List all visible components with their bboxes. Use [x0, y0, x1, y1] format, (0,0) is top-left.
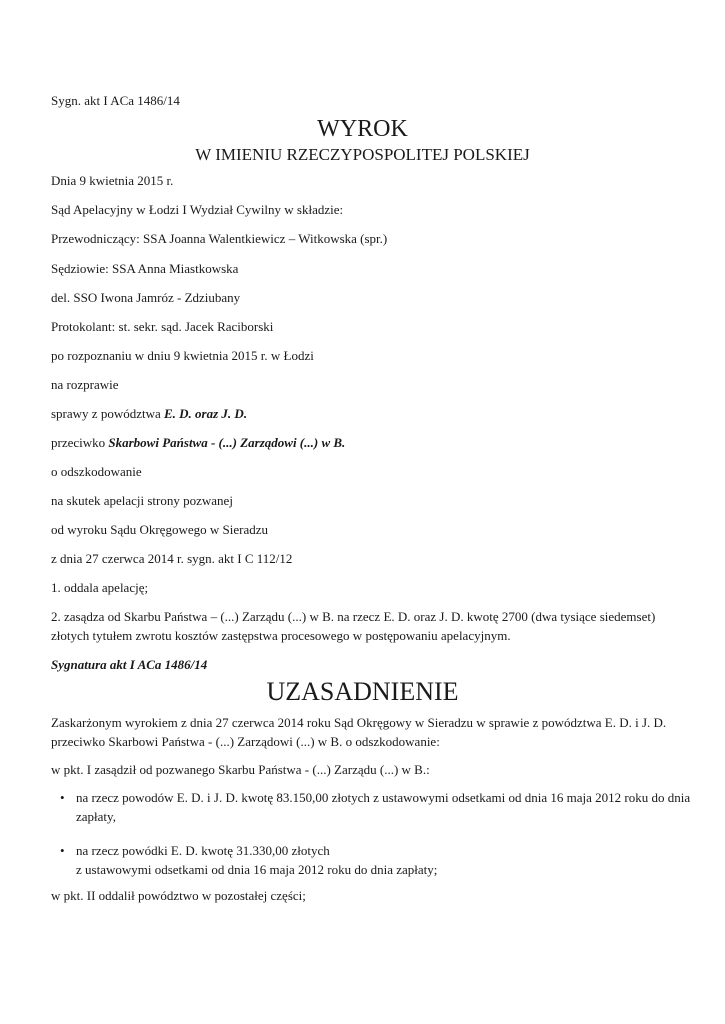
case-subject: o odszkodowanie — [51, 464, 142, 479]
justification-title: UZASADNIENIE — [266, 677, 459, 706]
defendant-line — [51, 433, 345, 452]
lower-court: od wyroku Sądu Okręgowego w Sieradzu — [51, 522, 268, 537]
court-composition: Sąd Apelacyjny w Łodzi I Wydział Cywilny w składzie: — [51, 202, 344, 217]
plaintiffs: E. D. oraz J. D. — [164, 406, 248, 421]
judgment-date: Dnia 9 kwietnia 2015 r. — [51, 173, 174, 188]
court-clerk: Protokolant: st. sekr. sąd. Jacek Raciborski — [51, 319, 274, 334]
bullet-icon: • — [60, 790, 65, 805]
appeal-info: na skutek apelacji strony pozwanej — [51, 493, 233, 508]
trial-info: na rozprawie — [51, 377, 119, 392]
bullet-icon: • — [60, 843, 65, 858]
award-item-2-line-2: z ustawowymi odsetkami od dnia 16 maja 2012 roku do dnia zapłaty; — [76, 862, 438, 877]
judgment-title: WYROK — [317, 116, 408, 142]
justification-paragraph-3: w pkt. II oddalił powództwo w pozostałej części; — [51, 888, 306, 903]
against-prefix: przeciwko — [51, 435, 109, 450]
justification-paragraph-2: w pkt. I zasądził od pozwanego Skarbu Państwa - (...) Zarządu (...) w B.: — [51, 762, 430, 777]
judges: Sędziowie: SSA Anna Miastkowska — [51, 261, 239, 276]
list-item — [51, 788, 691, 826]
presiding-judge: Przewodniczący: SSA Joanna Walentkiewicz – Witkowska (spr.) — [51, 231, 388, 246]
case-line — [51, 404, 247, 423]
award-list — [51, 788, 691, 879]
case-prefix: sprawy z powództwa — [51, 406, 164, 421]
lower-judgment-date: z dnia 27 czerwca 2014 r. sygn. akt I C 112/12 — [51, 551, 293, 566]
defendant: Skarbowi Państwa - (...) Zarządowi (...) w B. — [108, 435, 346, 450]
award-item-1: na rzecz powodów E. D. i J. D. kwotę 83.150,00 złotych z ustawowymi odsetkami od dnia 16 maja 2012 roku do dnia zapłaty, — [76, 790, 691, 824]
list-item — [51, 841, 691, 879]
case-number-header: Sygn. akt I ACa 1486/14 — [51, 93, 180, 108]
award-item-2-line-1: na rzecz powódki E. D. kwotę 31.330,00 złotych — [76, 843, 330, 858]
judgment-subtitle: W IMIENIU RZECZYPOSPOLITEJ POLSKIEJ — [195, 145, 530, 164]
signature-reference: Sygnatura akt I ACa 1486/14 — [51, 657, 208, 672]
ruling-point-2: 2. zasądza od Skarbu Państwa – (...) Zarządu (...) w B. na rzecz E. D. oraz J. D. kwotę 2700 (dwa tysiące siedemset) złotych tytułem zwrotu kosztów zastępstwa procesowego w postępowaniu apelacyjnym. — [51, 609, 656, 643]
hearing-info: po rozpoznaniu w dniu 9 kwietnia 2015 r. w Łodzi — [51, 348, 314, 363]
ruling-point-1: 1. oddala apelację; — [51, 580, 149, 595]
justification-paragraph-1: Zaskarżonym wyrokiem z dnia 27 czerwca 2014 roku Sąd Okręgowy w Sieradzu w sprawie z powództwa E. D. i J. D. przeciwko Skarbowi Państwa - (...) Zarządowi (...) w B. o odszkodowanie: — [51, 715, 667, 749]
delegated-judge: del. SSO Iwona Jamróz - Zdziubany — [51, 290, 241, 305]
